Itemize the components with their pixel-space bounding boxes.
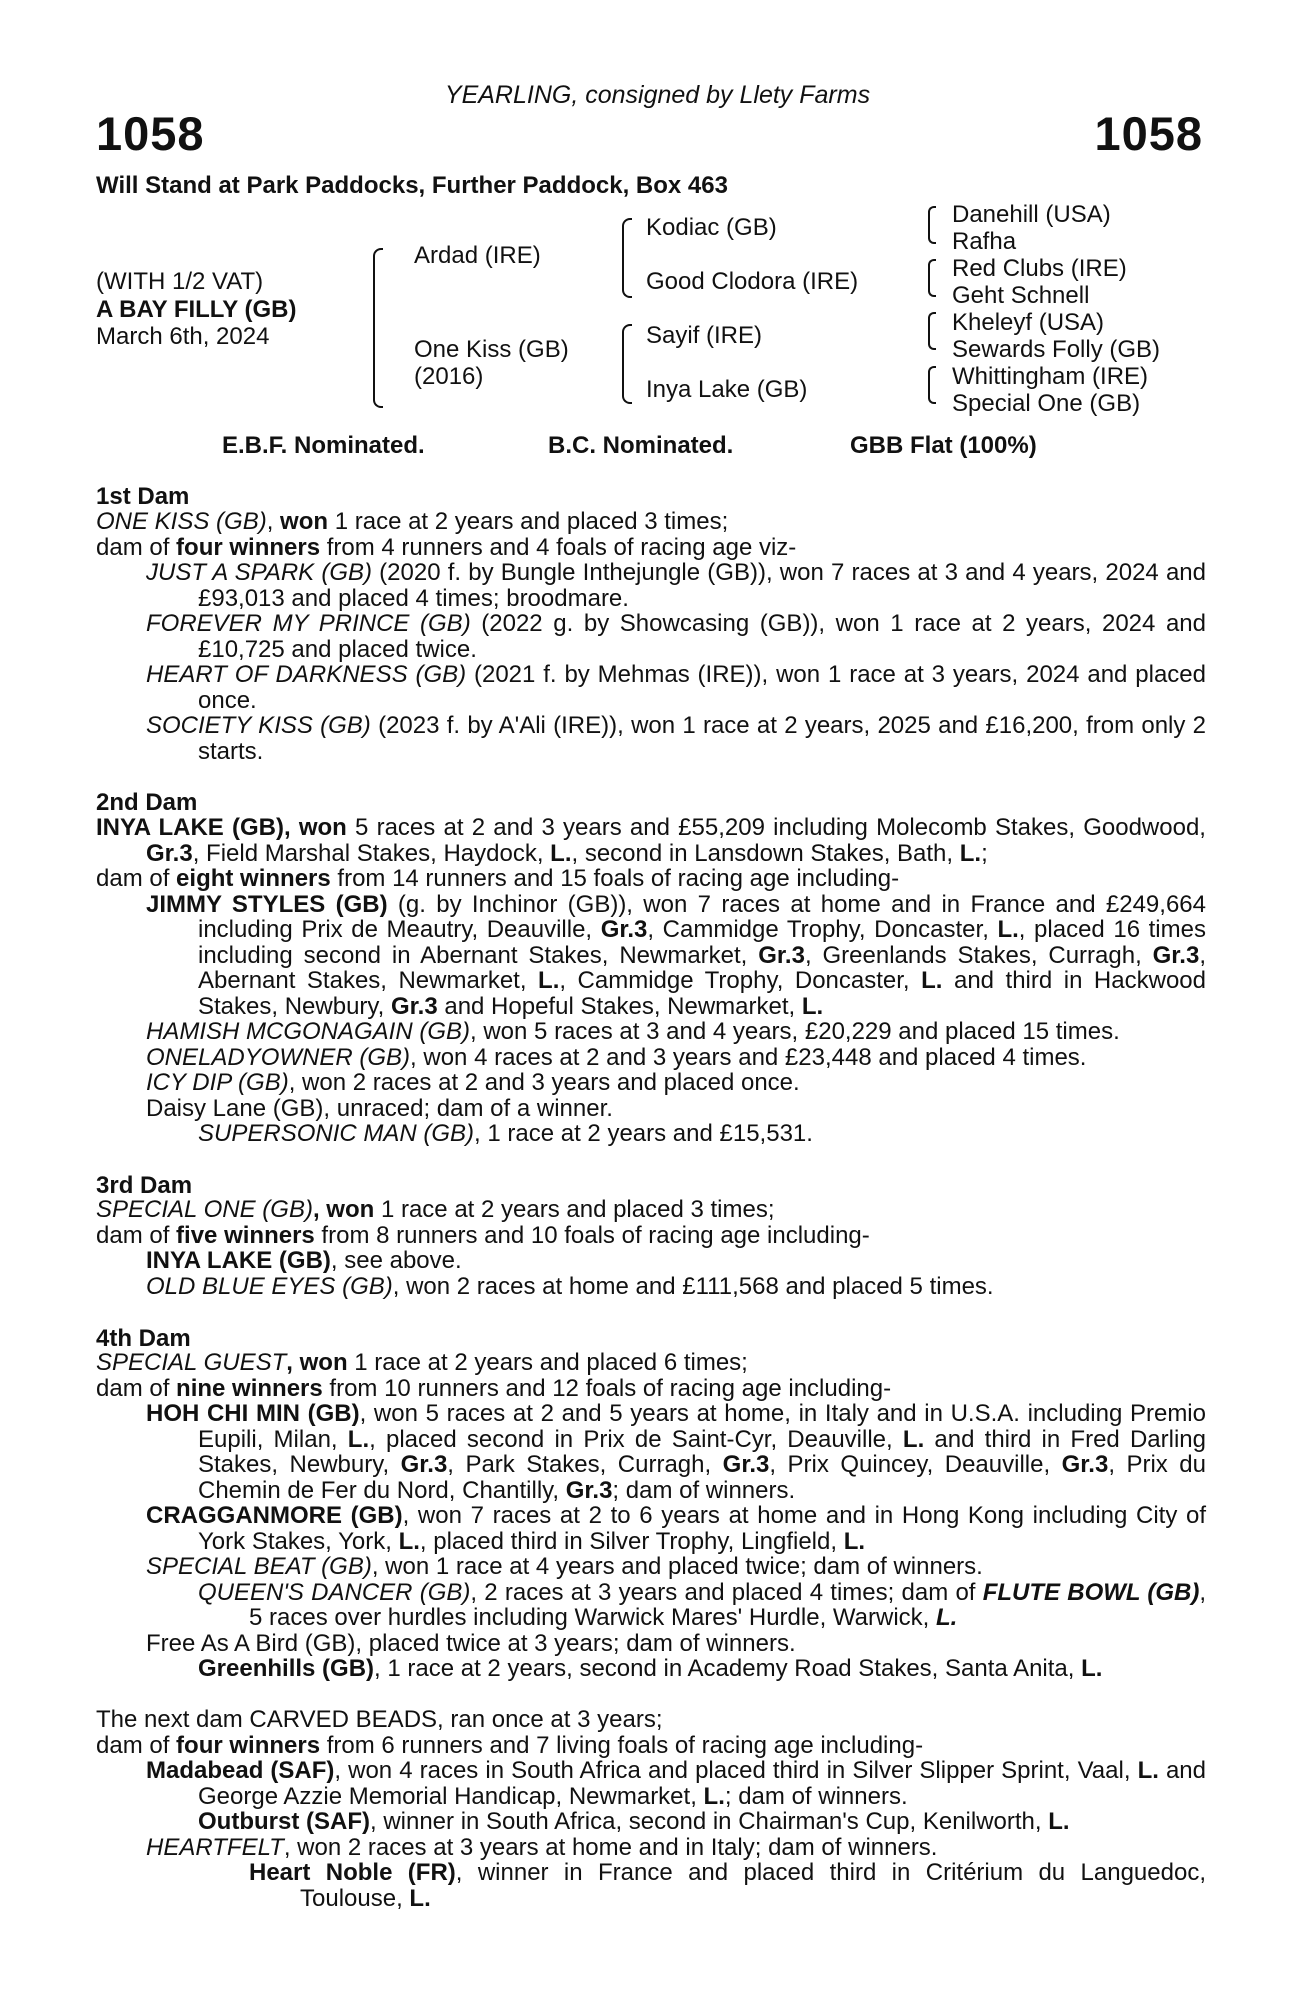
produce-entry: HEARTFELT, won 2 races at 3 years at home and in Italy; dam of winners. <box>146 1833 938 1861</box>
pedigree-sire: Ardad (IRE) <box>414 242 541 269</box>
third-dam-section <box>96 1197 1206 1299</box>
pedigree-brace-gen1 <box>373 248 383 408</box>
lot-number-left: 1058 <box>96 107 205 160</box>
produce-entry: Greenhills (GB), 1 race at 2 years, second in Academy Road Stakes, Santa Anita, L. <box>198 1655 1103 1682</box>
second-dam-line: INYA LAKE (GB), won 5 races at 2 and 3 years and £55,209 including Molecomb Stakes, Goodwood, Gr.3, Field Marshal Stakes, Haydock, L., second in Lansdown Stakes, Bath, L.; <box>96 814 1206 867</box>
pedigree-brace-gen3-4 <box>928 366 936 404</box>
pedigree-brace-gen3-1 <box>928 206 936 244</box>
produce-entry: INYA LAKE (GB), see above. <box>146 1247 462 1274</box>
pedigree-brace-dam <box>622 324 632 404</box>
produce-entry: Daisy Lane (GB), unraced; dam of a winner. <box>146 1094 613 1122</box>
produce-entry: HEART OF DARKNESS (GB) (2021 f. by Mehmas (IRE)), won 1 race at 3 years, 2024 and placed once. <box>146 661 1206 714</box>
catalogue-subtitle: YEARLING, consigned by Llety Farms <box>444 81 871 109</box>
pedigree-dam-year: (2016) <box>414 363 484 390</box>
second-dam-heading: 2nd Dam <box>96 789 198 816</box>
third-dam-line: SPECIAL ONE (GB), won 1 race at 2 years and placed 3 times; <box>96 1196 775 1223</box>
vat-note: (WITH 1/2 VAT) <box>96 268 264 295</box>
pedigree-dam-dam: Inya Lake (GB) <box>646 376 808 403</box>
produce-entry: HAMISH MCGONAGAIN (GB), won 5 races at 3 and 4 years, £20,229 and placed 15 times. <box>146 1018 1120 1045</box>
produce-entry: CRAGGANMORE (GB), won 7 races at 2 to 6 years at home and in Hong Kong including City of York Stakes, York, L., placed third in Silver Trophy, Lingfield, L. <box>146 1502 1206 1555</box>
produce-entry: Free As A Bird (GB), placed twice at 3 years; dam of winners. <box>146 1629 796 1657</box>
pedigree-sds: Red Clubs (IRE) <box>952 255 1127 282</box>
ebf-nomination: E.B.F. Nominated. <box>222 432 425 459</box>
produce-entry: JUST A SPARK (GB) (2020 f. by Bungle Inthejungle (GB)), won 7 races at 3 and 4 years, 2024 and £93,013 and placed 4 times; broodmare. <box>146 559 1206 612</box>
pedigree-dsd: Sewards Folly (GB) <box>952 336 1161 363</box>
produce-entry: QUEEN'S DANCER (GB), 2 races at 3 years and placed 4 times; dam of FLUTE BOWL (GB), 5 races over hurdles including Warwick Mares' Hurdle, Warwick, L. <box>198 1578 1207 1631</box>
pedigree-sdd: Geht Schnell <box>952 282 1090 309</box>
stabling-location: Will Stand at Park Paddocks, Further Paddock, Box 463 <box>96 172 728 199</box>
horse-dob: March 6th, 2024 <box>96 323 270 350</box>
bc-nomination: B.C. Nominated. <box>548 432 734 459</box>
produce-entry: OLD BLUE EYES (GB), won 2 races at home and £111,568 and placed 5 times. <box>146 1272 994 1300</box>
lot-number-right: 1058 <box>1094 107 1203 160</box>
produce-entry: Outburst (SAF), winner in South Africa, second in Chairman's Cup, Kenilworth, L. <box>198 1808 1070 1835</box>
produce-entry: FOREVER MY PRINCE (GB) (2022 g. by Showcasing (GB)), won 1 race at 2 years, 2024 and £10,725 and placed twice. <box>146 610 1206 663</box>
third-dam-heading: 3rd Dam <box>96 1172 193 1199</box>
second-dam-produce-line: dam of eight winners from 14 runners and 15 foals of racing age including- <box>96 865 900 892</box>
next-dam-section <box>96 1707 1206 1911</box>
horse-name: A BAY FILLY (GB) <box>96 296 297 323</box>
first-dam-section <box>96 509 1206 764</box>
first-dam-heading: 1st Dam <box>96 483 190 510</box>
gbb-status: GBB Flat (100%) <box>850 432 1037 459</box>
produce-entry: ICY DIP (GB), won 2 races at 2 and 3 years and placed once. <box>146 1069 800 1096</box>
first-dam-produce-line: dam of four winners from 4 runners and 4 foals of racing age viz- <box>96 533 797 561</box>
produce-entry: HOH CHI MIN (GB), won 5 races at 2 and 5 years at home, in Italy and in U.S.A. including Premio Eupili, Milan, L., placed second in Prix de Saint-Cyr, Deauville, L. and third in Fred Darling Stakes, Newbury, Gr.3, Park Stakes, Curragh, Gr.3, Prix Quincey, Deauville, Gr.3, Prix du Chemin de Fer du Nord, Chantilly, Gr.3; dam of winners. <box>146 1400 1206 1504</box>
produce-entry: SPECIAL BEAT (GB), won 1 race at 4 years and placed twice; dam of winners. <box>146 1553 983 1580</box>
produce-entry: Heart Noble (FR), winner in France and placed third in Critérium du Languedoc, Toulouse, L. <box>249 1859 1206 1912</box>
next-dam-produce-line: dam of four winners from 6 runners and 7 living foals of racing age including- <box>96 1731 924 1759</box>
pedigree-dam: One Kiss (GB) <box>414 336 569 363</box>
pedigree-sss: Danehill (USA) <box>952 201 1111 228</box>
pedigree-brace-gen3-2 <box>928 259 936 297</box>
produce-entry: SOCIETY KISS (GB) (2023 f. by A'Ali (IRE)), won 1 race at 2 years, 2025 and £16,200, from only 2 starts. <box>146 712 1206 765</box>
pedigree-sire-sire: Kodiac (GB) <box>646 214 777 241</box>
produce-entry: ONELADYOWNER (GB), won 4 races at 2 and 3 years and £23,448 and placed 4 times. <box>146 1043 1087 1071</box>
fourth-dam-heading: 4th Dam <box>96 1325 191 1352</box>
fourth-dam-produce-line: dam of nine winners from 10 runners and 12 foals of racing age including- <box>96 1374 892 1402</box>
pedigree-ddd: Special One (GB) <box>952 390 1141 417</box>
next-dam-line: The next dam CARVED BEADS, ran once at 3 years; <box>96 1706 663 1733</box>
pedigree-dss: Kheleyf (USA) <box>952 309 1105 336</box>
fourth-dam-line: SPECIAL GUEST, won 1 race at 2 years and placed 6 times; <box>96 1349 748 1376</box>
first-dam-line: ONE KISS (GB), won 1 race at 2 years and placed 3 times; <box>96 508 729 535</box>
fourth-dam-section <box>96 1350 1206 1682</box>
produce-entry: JIMMY STYLES (GB) (g. by Inchinor (GB)), won 7 races at home and in France and £249,664 including Prix de Meautry, Deauville, Gr.3, Cammidge Trophy, Doncaster, L., placed 16 times including second in Abernant Stakes, Newmarket, Gr.3, Greenlands Stakes, Curragh, Gr.3, Abernant Stakes, Newmarket, L., Cammidge Trophy, Doncaster, L. and third in Hackwood Stakes, Newbury, Gr.3 and Hopeful Stakes, Newmarket, L. <box>146 890 1206 1020</box>
produce-entry: SUPERSONIC MAN (GB), 1 race at 2 years and £15,531. <box>198 1120 813 1147</box>
pedigree-brace-gen3-3 <box>928 312 936 350</box>
pedigree-sire-dam: Good Clodora (IRE) <box>646 268 859 295</box>
pedigree-dds: Whittingham (IRE) <box>952 363 1149 390</box>
pedigree-brace-sire <box>622 218 632 298</box>
pedigree-ssd: Rafha <box>952 228 1017 255</box>
pedigree-dam-sire: Sayif (IRE) <box>646 322 763 349</box>
second-dam-section <box>96 815 1206 1147</box>
produce-entry: Madabead (SAF), won 4 races in South Africa and placed third in Silver Slipper Sprint, Vaal, L. and George Azzie Memorial Handicap, Newmarket, L.; dam of winners. <box>146 1757 1206 1810</box>
third-dam-produce-line: dam of five winners from 8 runners and 10 foals of racing age including- <box>96 1221 870 1249</box>
